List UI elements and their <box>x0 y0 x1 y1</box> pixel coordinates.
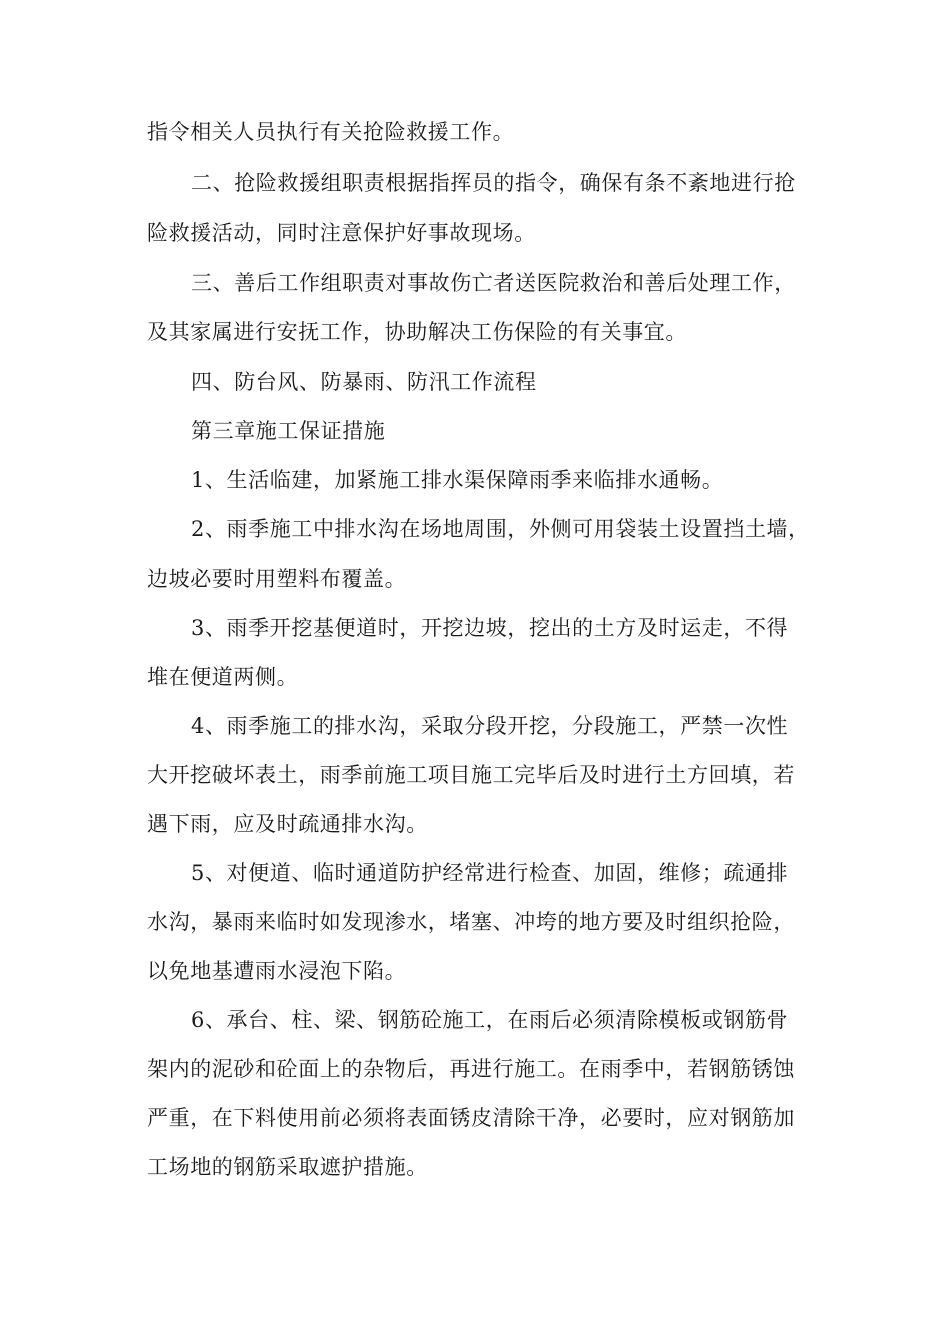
text-line: 及其家属进行安抚工作，协助解决工伤保险的有关事宜。 <box>147 320 687 344</box>
text-line: 指令相关人员执行有关抢险救援工作。 <box>147 120 515 144</box>
text-line: 5、对便道、临时通道防护经常进行检查、加固，维修；疏通排 <box>191 861 789 885</box>
text-line: 大开挖破坏表土，雨季前施工项目施工完毕后及时进行土方回填，若 <box>147 763 795 787</box>
text-line: 堆在便道两侧。 <box>147 665 299 689</box>
text-line: 二、抢险救援组职责根据指挥员的指令，确保有条不紊地进行抢 <box>191 171 796 195</box>
text-line: 4、雨季施工的排水沟，采取分段开挖，分段施工，严禁一次性 <box>191 714 789 738</box>
text-line: 6、承台、柱、梁、钢筋砼施工，在雨后必须清除模板或钢筋骨 <box>191 1008 789 1032</box>
text-line: 以免地基遭雨水浸泡下陷。 <box>147 959 407 983</box>
text-line: 1、生活临建，加紧施工排水渠保障雨季来临排水通畅。 <box>191 468 724 492</box>
text-line: 险救援活动，同时注意保护好事故现场。 <box>147 221 536 245</box>
text-line: 工场地的钢筋采取遮护措施。 <box>147 1155 428 1179</box>
text-line: 架内的泥砂和砼面上的杂物后，再进行施工。在雨季中，若钢筋锈蚀 <box>147 1057 795 1081</box>
text-line: 遇下雨，应及时疏通排水沟。 <box>147 812 428 836</box>
chapter-heading: 第三章施工保证措施 <box>191 419 386 443</box>
text-line: 三、善后工作组职责对事故伤亡者送医院救治和善后处理工作， <box>191 271 796 295</box>
text-line: 2、雨季施工中排水沟在场地周围，外侧可用袋装土设置挡土墙， <box>191 517 810 541</box>
text-line: 水沟，暴雨来临时如发现渗水，堵塞、冲垮的地方要及时组织抢险， <box>147 910 795 934</box>
section-heading: 四、防台风、防暴雨、防汛工作流程 <box>191 370 537 394</box>
text-line: 严重，在下料使用前必须将表面锈皮清除干净，必要时，应对钢筋加 <box>147 1106 795 1130</box>
text-line: 边坡必要时用塑料布覆盖。 <box>147 567 407 591</box>
text-line: 3、雨季开挖基便道时，开挖边坡，挖出的土方及时运走，不得 <box>191 616 789 640</box>
